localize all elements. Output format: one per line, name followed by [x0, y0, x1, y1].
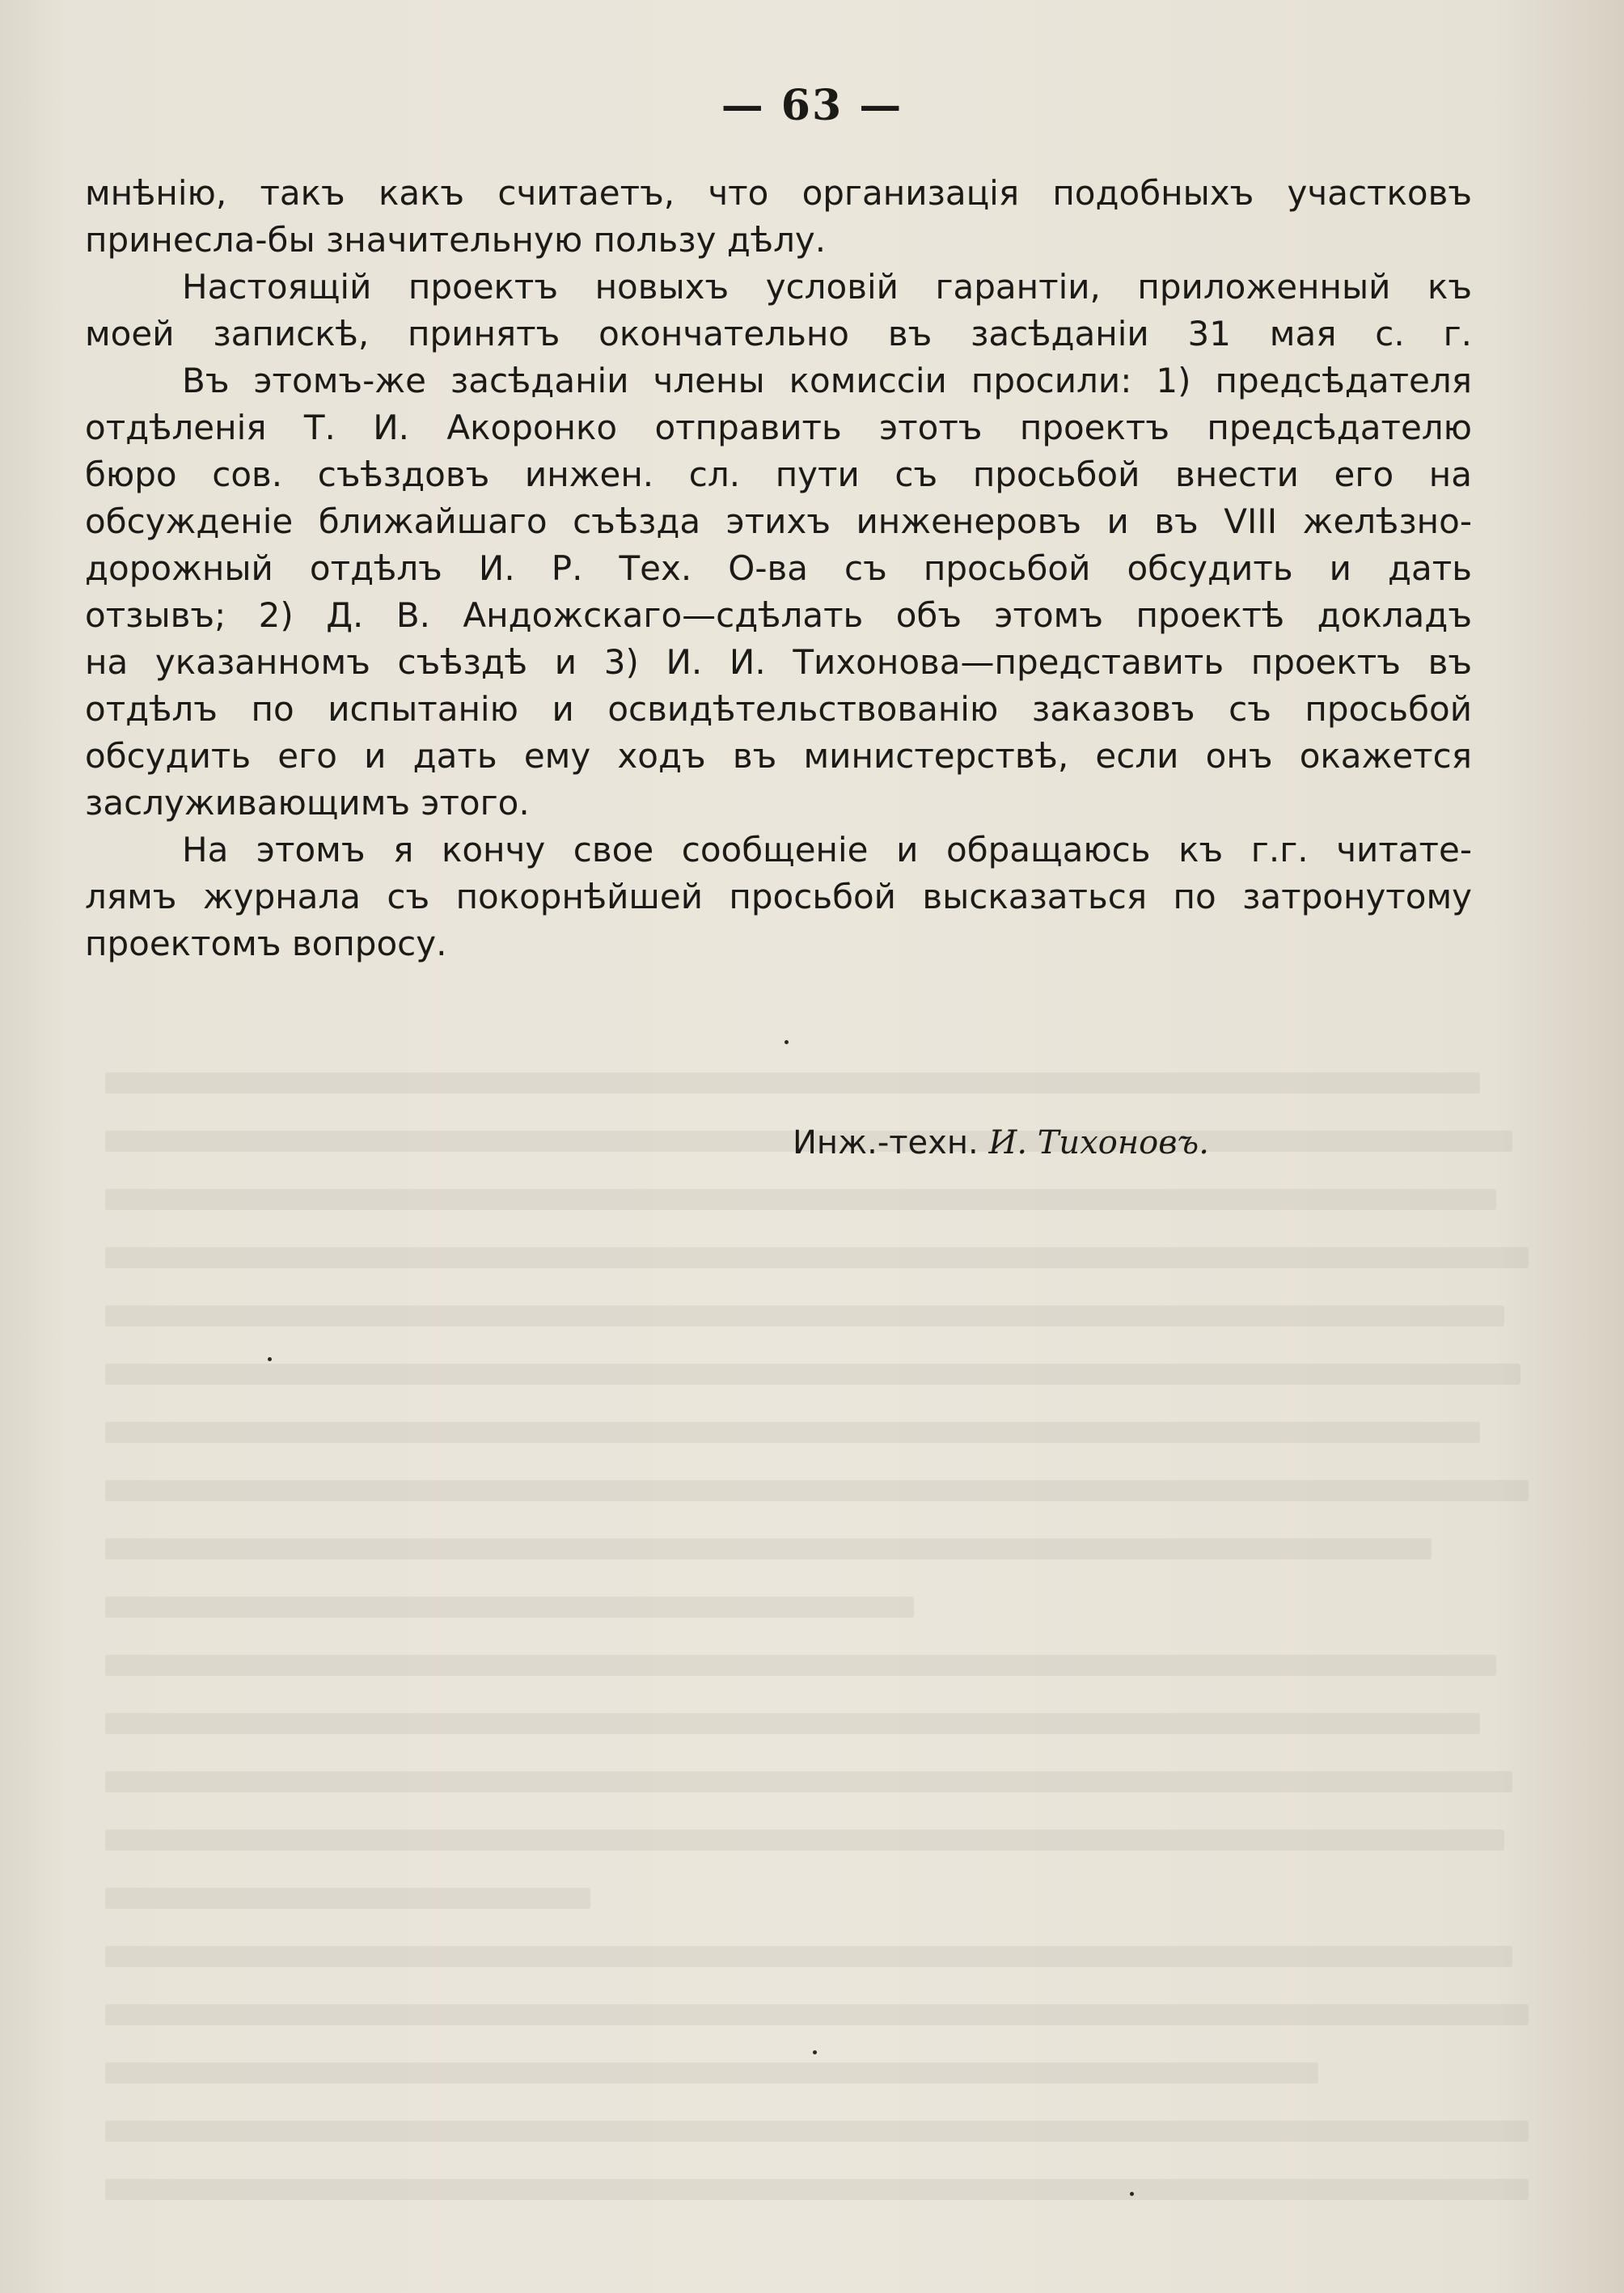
text-line: Въ этомъ-же засѣданіи члены комиссіи просили: 1) предсѣдателя — [182, 361, 1472, 400]
print-speck — [1130, 2192, 1134, 2196]
text-line: заслуживающимъ этого. — [85, 783, 530, 823]
text-line: отзывъ; 2) Д. В. Андожскаго—сдѣлать объ этомъ проектѣ докладъ — [85, 595, 1472, 635]
signature — [793, 1120, 1209, 1166]
text-line: дорожный отдѣлъ И. Р. Тех. О-ва съ просьбой обсудить и дать — [85, 548, 1472, 588]
signature-name: И. Тихоновъ. — [988, 1124, 1209, 1161]
text-line: отдѣлъ по испытанію и освидѣтельствованію заказовъ съ просьбой — [85, 689, 1472, 729]
text-line: на указанномъ съѣздѣ и 3) И. И. Тихонова—представить проектъ въ — [85, 642, 1472, 682]
body-text — [85, 170, 1472, 967]
text-line: принесла-бы значительную пользу дѣлу. — [85, 220, 827, 260]
text-line: отдѣленія Т. И. Акоронко отправить этотъ проектъ предсѣдателю — [85, 408, 1472, 447]
print-speck — [268, 1357, 272, 1361]
text-line: обсудить его и дать ему ходъ въ министерствѣ, если онъ окажется — [85, 736, 1472, 776]
page-number: — 63 — — [721, 81, 903, 130]
text-line: мнѣнію, такъ какъ считаетъ, что организація подобныхъ участковъ — [85, 173, 1472, 213]
signature-title: Инж.-техн. — [793, 1124, 979, 1161]
text-line: Настоящій проектъ новыхъ условій гарантіи, приложенный къ — [182, 267, 1472, 307]
print-speck — [785, 1040, 789, 1044]
text-line: На этомъ я кончу свое сообщеніе и обращаюсь къ г.г. читате- — [182, 830, 1472, 869]
show-through-text — [105, 1051, 1537, 2216]
print-speck — [813, 2050, 817, 2054]
text-line: обсужденіе ближайшаго съѣзда этихъ инженеровъ и въ VIII желѣзно- — [85, 501, 1472, 541]
text-line: проектомъ вопросу. — [85, 924, 447, 963]
text-line: лямъ журнала съ покорнѣйшей просьбой высказаться по затронутому — [85, 877, 1472, 916]
text-line: бюро сов. съѣздовъ инжен. сл. пути съ просьбой внести его на — [85, 455, 1472, 494]
text-line: моей запискѣ, принятъ окончательно въ засѣданіи 31 мая с. г. — [85, 314, 1472, 353]
